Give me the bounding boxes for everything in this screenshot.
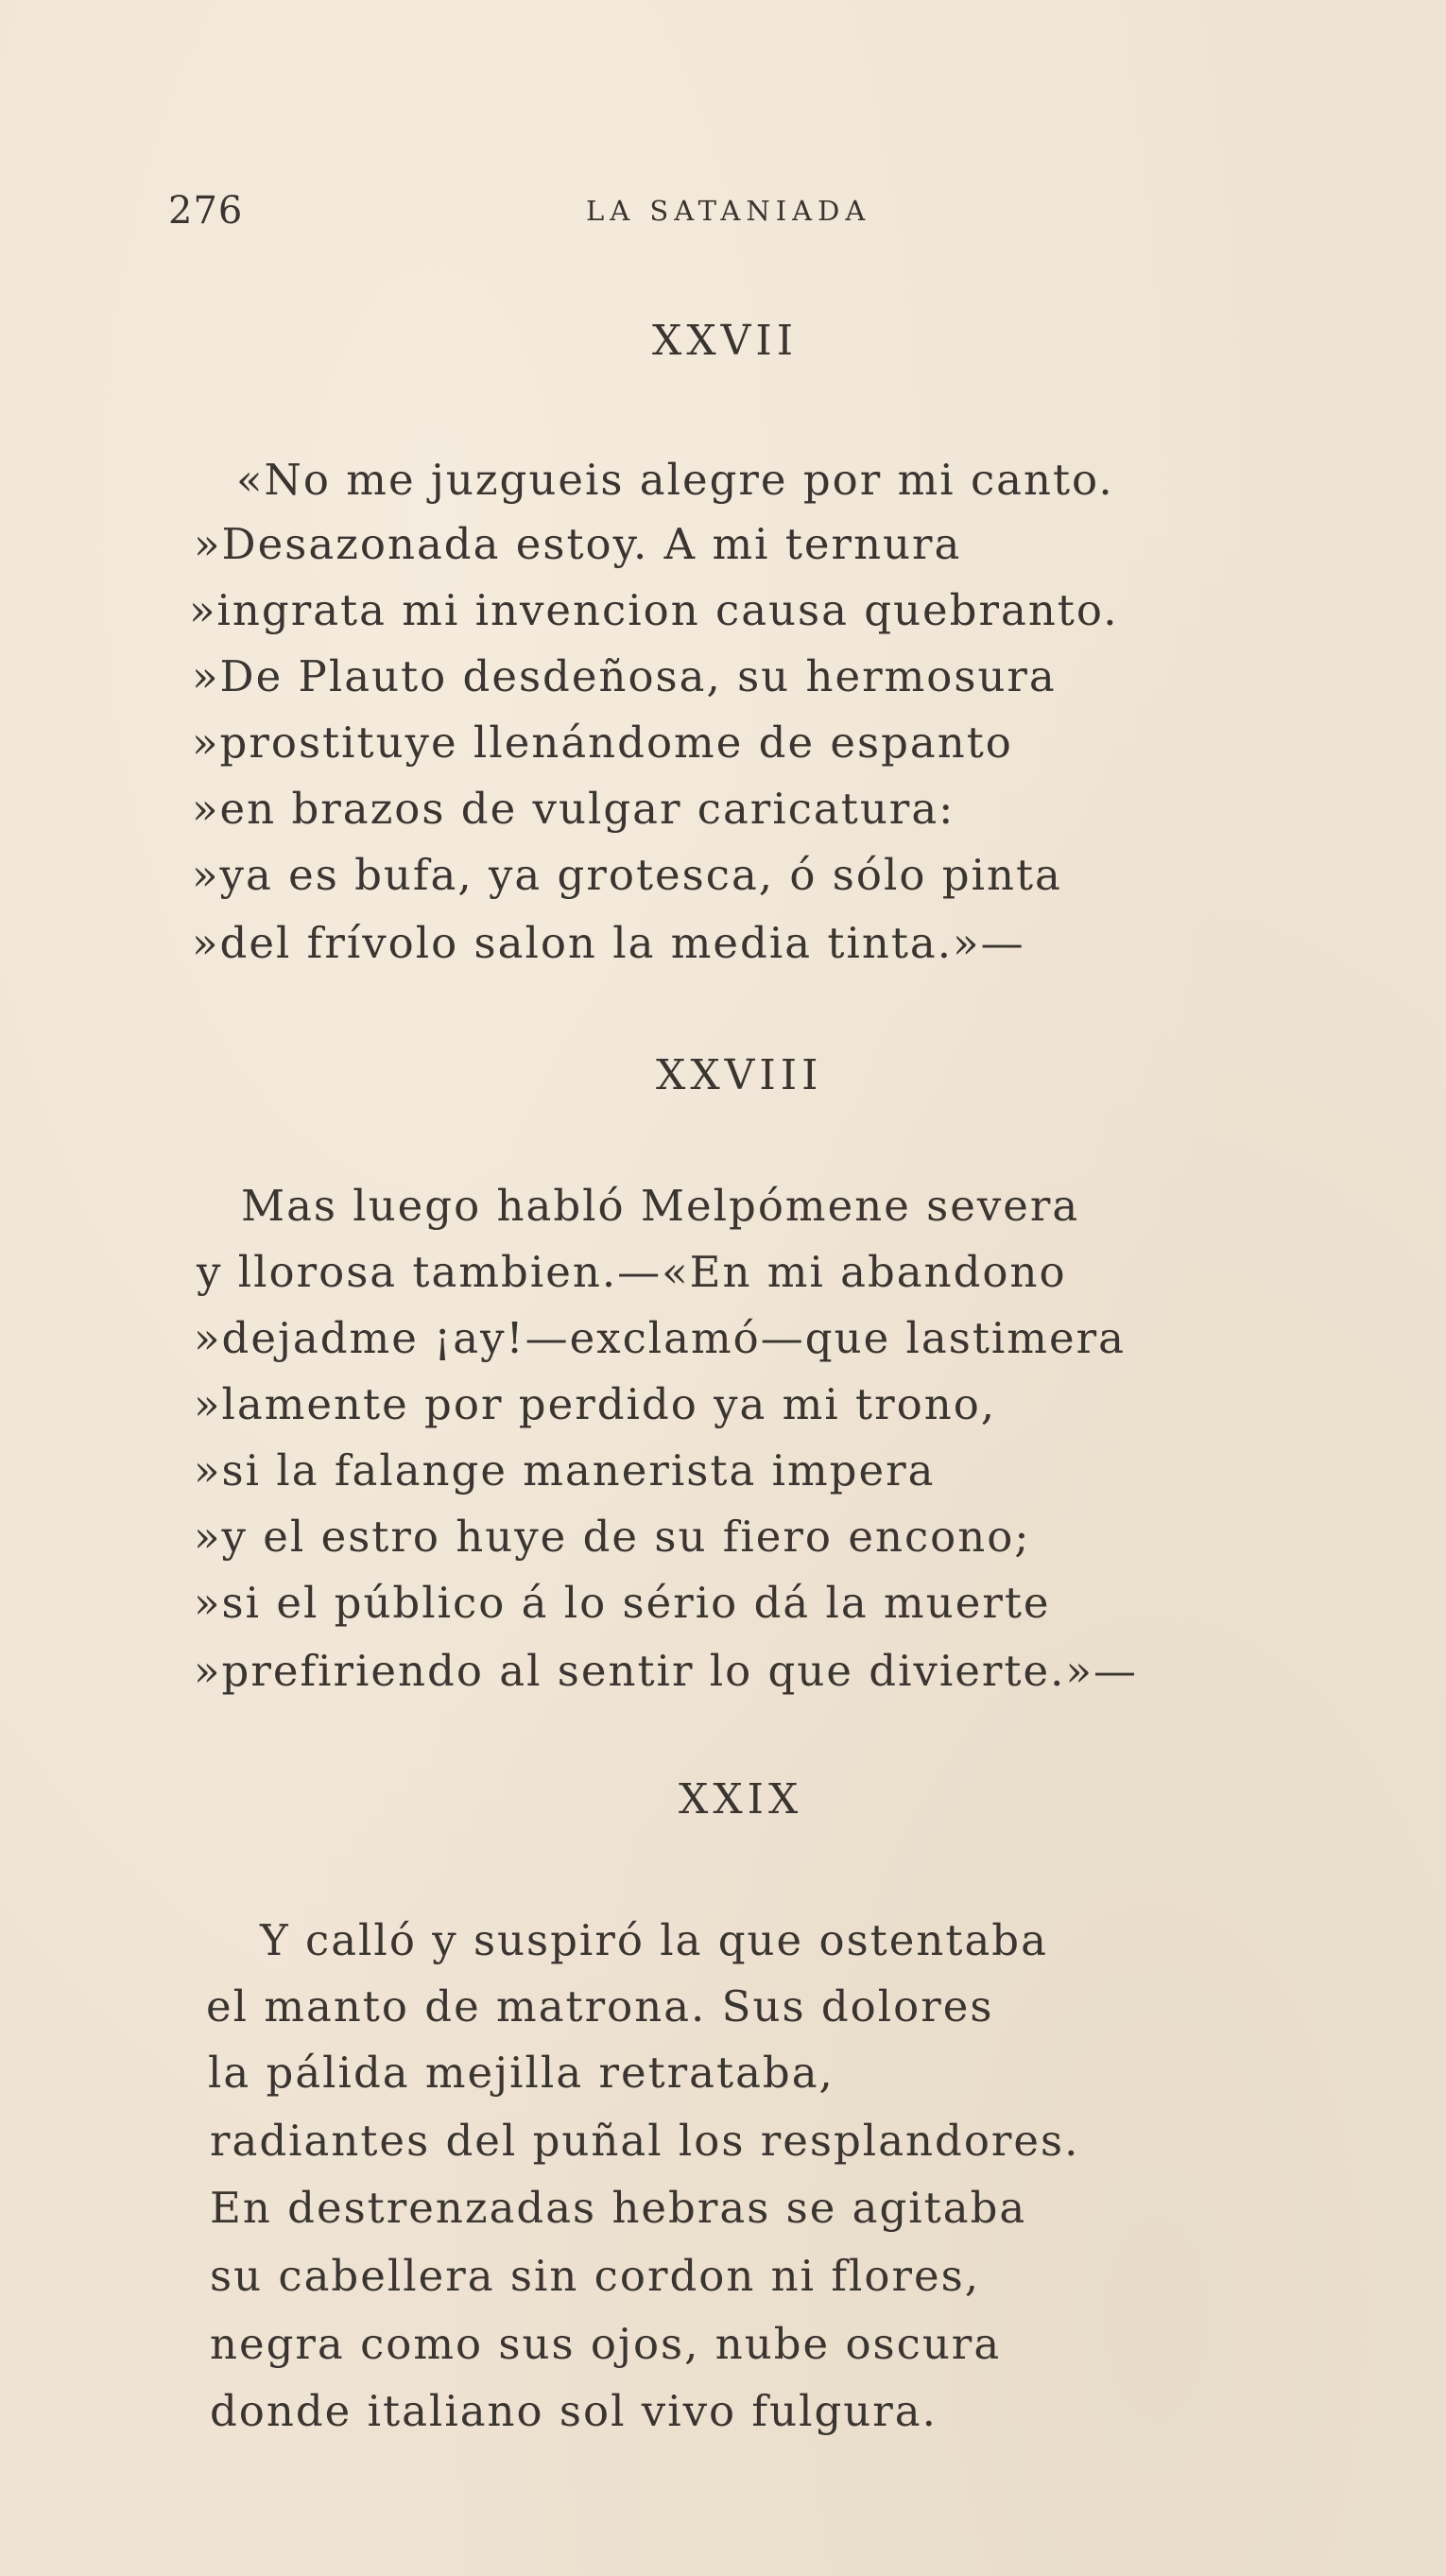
verse-line: donde italiano sol vivo fulgura. bbox=[210, 2386, 938, 2436]
verse-line: «No me juzgueis alegre por mi canto. bbox=[236, 455, 1114, 505]
verse-line: En destrenzadas hebras se agitaba bbox=[210, 2183, 1027, 2233]
verse-line: Mas luego habló Melpómene severa bbox=[241, 1181, 1080, 1231]
verse-line: su cabellera sin cordon ni flores, bbox=[210, 2251, 981, 2301]
stanza-heading: XXIX bbox=[679, 1775, 803, 1824]
verse-line: la pálida mejilla retrataba, bbox=[208, 2048, 835, 2098]
verse-line: »del frívolo salon la media tinta.»— bbox=[192, 918, 1025, 968]
verse-line: »y el estro huye de su fiero encono; bbox=[194, 1512, 1031, 1562]
page-number: 276 bbox=[168, 189, 244, 233]
verse-line: »lamente por perdido ya mi trono, bbox=[194, 1379, 997, 1429]
stanza-heading: XXVIII bbox=[656, 1051, 823, 1099]
verse-line: »ingrata mi invencion causa quebranto. bbox=[189, 585, 1119, 635]
verse-line: »ya es bufa, ya grotesca, ó sólo pinta bbox=[192, 850, 1062, 900]
verse-line: »dejadme ¡ay!—exclamó—que lastimera bbox=[194, 1313, 1126, 1363]
verse-line: »si el público á lo sério dá la muerte bbox=[194, 1578, 1051, 1628]
verse-line: el manto de matrona. Sus dolores bbox=[206, 1981, 994, 2031]
verse-line: »en brazos de vulgar caricatura: bbox=[192, 784, 955, 834]
verse-line: »De Plauto desdeñosa, su hermosura bbox=[192, 651, 1057, 701]
verse-line: y llorosa tambien.—«En mi abandono bbox=[197, 1247, 1067, 1297]
running-title: LA SATANIADA bbox=[586, 195, 871, 227]
verse-line: Y calló y suspiró la que ostentaba bbox=[260, 1915, 1048, 1965]
verse-line: »Desazonada estoy. A mi ternura bbox=[194, 519, 962, 569]
verse-line: »prostituye llenándome de espanto bbox=[192, 717, 1013, 768]
verse-line: »si la falange manerista impera bbox=[194, 1445, 936, 1495]
verse-line: negra como sus ojos, nube oscura bbox=[210, 2319, 1002, 2369]
stanza-heading: XXVII bbox=[652, 317, 799, 365]
verse-line: »prefiriendo al sentir lo que divierte.»— bbox=[194, 1646, 1138, 1696]
verse-line: radiantes del puñal los resplandores. bbox=[210, 2116, 1080, 2166]
